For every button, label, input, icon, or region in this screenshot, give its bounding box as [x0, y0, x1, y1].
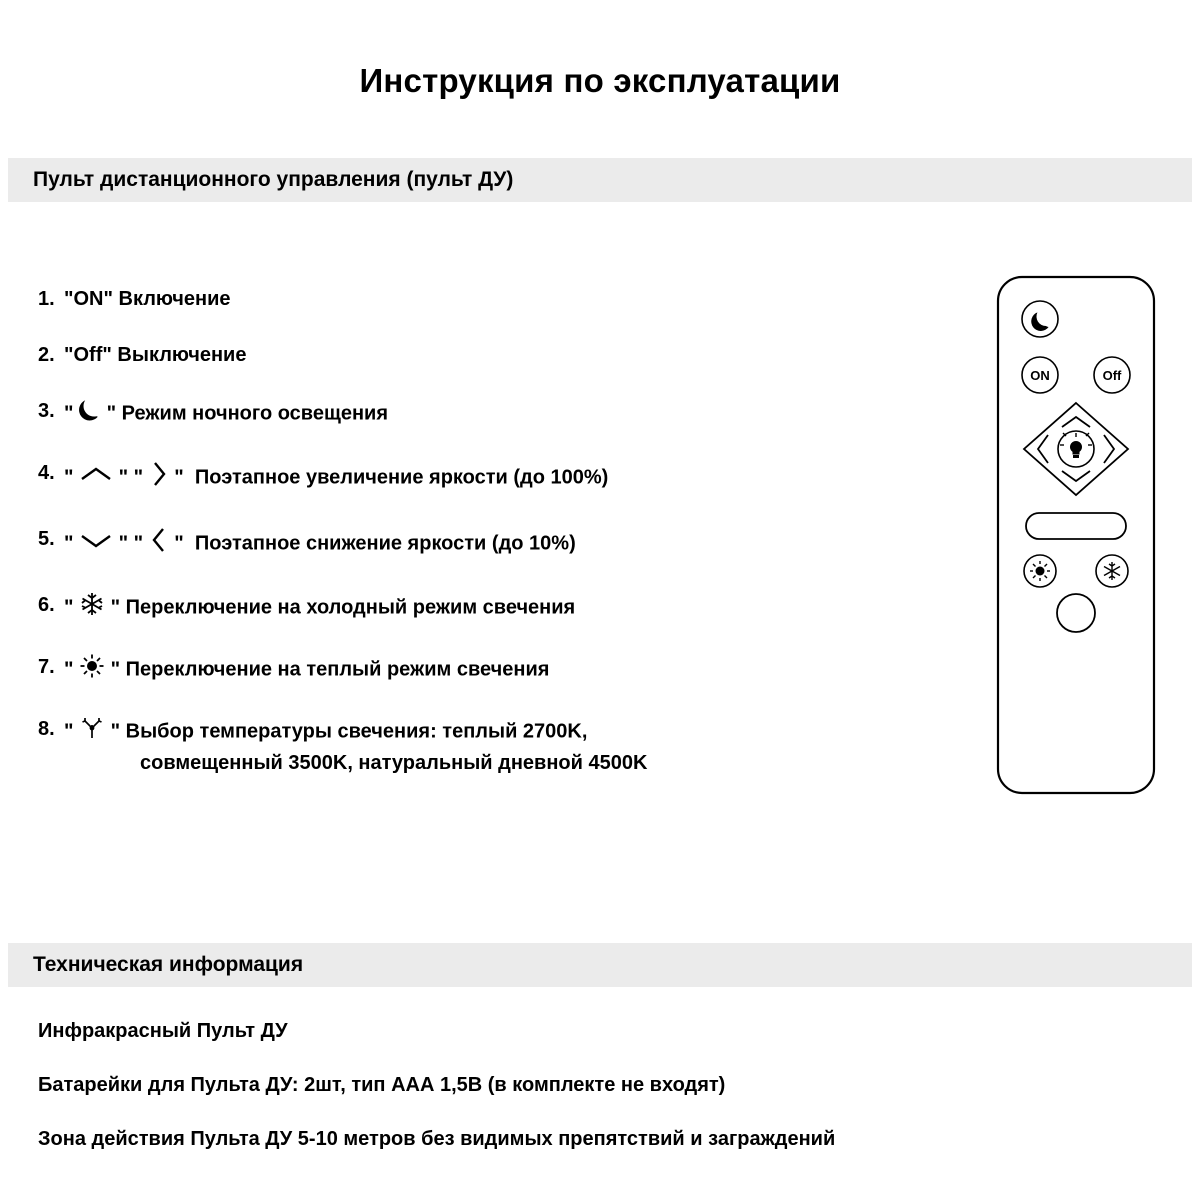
list-item-number: 8.: [38, 718, 55, 740]
key-label-on: ON: [73, 288, 104, 310]
list-item-text: Поэтапное увеличение яркости (до 100%): [194, 466, 609, 489]
quote-open: ": [64, 288, 74, 310]
list-item-text: Режим ночного освещения: [121, 402, 389, 425]
list-item-body: [64, 285, 868, 313]
quote-open: ": [64, 466, 74, 489]
remote-on-label: ON: [1030, 368, 1050, 383]
list-item-number: 1.: [38, 288, 55, 310]
section-header-remote: [8, 158, 1192, 202]
list-item-body: [64, 653, 868, 687]
list-item-body: [64, 459, 868, 497]
section-header-remote-label: Пульт дистанционного управления (пульт ДУ): [33, 168, 514, 191]
quote-close: ": [118, 466, 129, 489]
quote-open: ": [64, 344, 74, 366]
quote-open-2: ": [133, 466, 144, 489]
list-item-body: [64, 397, 868, 431]
list-item: [38, 525, 868, 563]
chevron-right-icon: [149, 459, 169, 497]
key-label-off: Off: [73, 344, 103, 366]
list-item-number: 3.: [38, 400, 55, 422]
quote-open: ": [64, 596, 74, 619]
snowflake-icon: [79, 591, 105, 625]
tech-line: Инфракрасный Пульт ДУ: [38, 1020, 288, 1042]
sun-icon: [79, 653, 105, 687]
list-item: [38, 341, 868, 369]
quote-close: ": [118, 532, 129, 555]
list-item: [38, 591, 868, 625]
list-item-body: [64, 715, 868, 777]
page-title: Инструкция по эксплуатации: [359, 62, 841, 99]
quote-open: ": [64, 720, 74, 743]
quote-open-2: ": [133, 532, 144, 555]
remote-control-illustration: [996, 275, 1156, 800]
quote-close: ": [110, 658, 121, 681]
tech-line: Батарейки для Пульта ДУ: 2шт, тип ААА 1,5В (в комплекте не входят): [38, 1074, 726, 1096]
list-item-number: 7.: [38, 656, 55, 678]
remote-off-label: Off: [1102, 368, 1122, 383]
quote-close: ": [102, 344, 112, 366]
list-item-text: Включение: [118, 288, 231, 310]
quote-close-2: ": [174, 532, 184, 555]
tech-info-list: [38, 1018, 1168, 1180]
list-item: [38, 715, 868, 777]
tech-line: Зона действия Пульта ДУ 5-10 метров без видимых препятствий и заграждений: [38, 1128, 836, 1150]
quote-close: ": [103, 288, 113, 310]
list-item: [38, 459, 868, 497]
quote-close: ": [110, 720, 121, 743]
list-item-number: 5.: [38, 528, 55, 550]
list-item-body: [64, 341, 868, 369]
list-item-text: Переключение на теплый режим свечения: [125, 658, 550, 681]
quote-open: ": [64, 658, 74, 681]
sun-icon: [1030, 561, 1050, 581]
quote-close-2: ": [174, 466, 184, 489]
list-item: [38, 397, 868, 431]
list-item-text: Выбор температуры свечения: теплый 2700K,: [125, 720, 588, 743]
remote-function-list: [38, 285, 868, 805]
chevron-up-icon: [79, 464, 113, 492]
list-item-number: 4.: [38, 462, 55, 484]
list-item-number: 2.: [38, 344, 55, 366]
list-item-text-2: совмещенный 3500K, натуральный дневной 4500K: [140, 752, 648, 774]
remote-body: [998, 277, 1154, 793]
sun-snow-icon: [79, 715, 105, 749]
section-header-tech-label: Техническая информация: [33, 953, 304, 976]
list-item: [38, 653, 868, 687]
chevron-left-icon: [149, 525, 169, 563]
quote-close: ": [106, 402, 117, 425]
list-item-text: Поэтапное снижение яркости (до 10%): [194, 532, 576, 555]
moon-icon: [79, 397, 101, 431]
list-item-body: [64, 591, 868, 625]
list-item: [38, 285, 868, 313]
section-header-tech: [8, 943, 1192, 987]
quote-open: ": [64, 402, 74, 425]
quote-open: ": [64, 532, 74, 555]
quote-close: ": [110, 596, 121, 619]
list-item-number: 6.: [38, 594, 55, 616]
list-item-text: Переключение на холодный режим свечения: [125, 596, 576, 619]
list-item-body: [64, 525, 868, 563]
chevron-down-icon: [79, 530, 113, 558]
list-item-text: Выключение: [117, 344, 247, 366]
